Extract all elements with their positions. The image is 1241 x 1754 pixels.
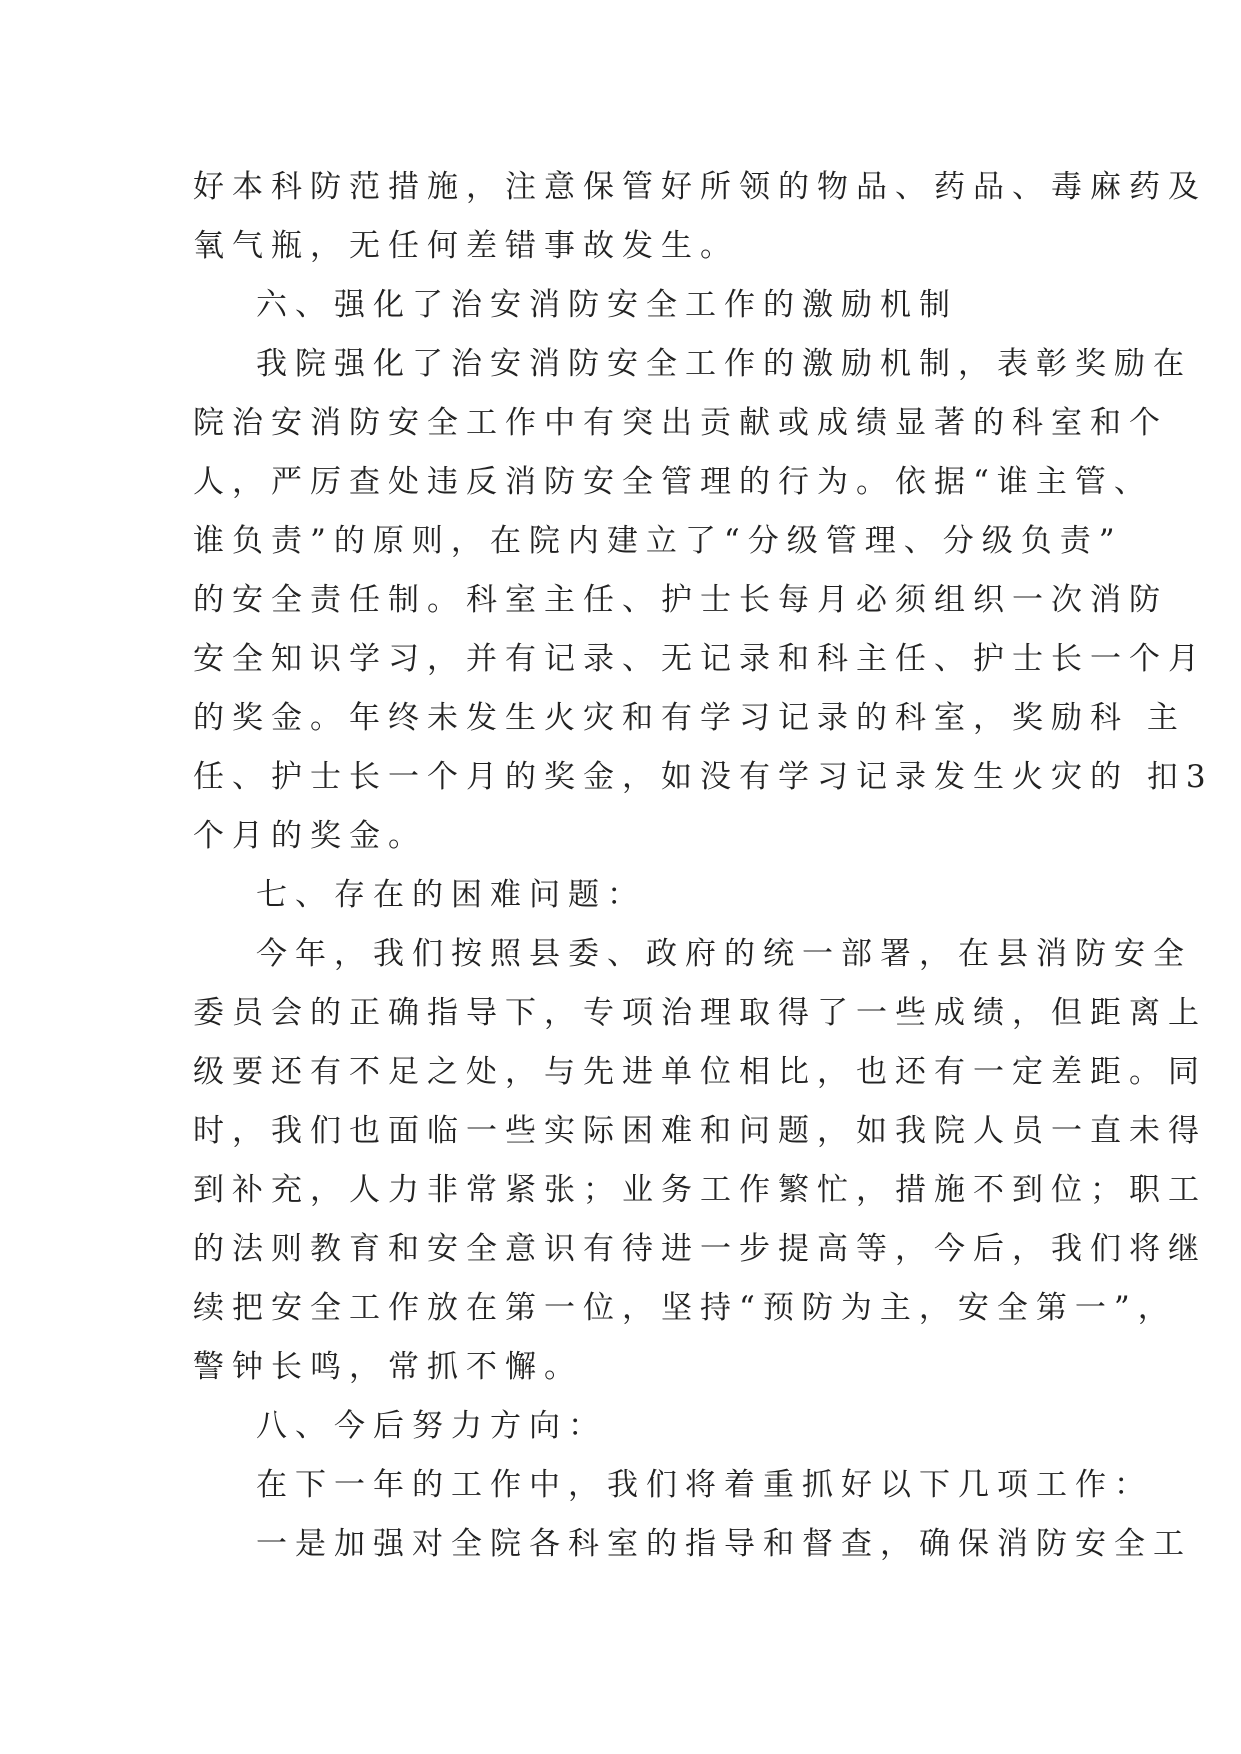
text-line: 任、护士长一个月的奖金，如没有学习记录发生火灾的 扣3 — [193, 759, 1214, 795]
text-line: 氧气瓶，无任何差错事故发生。 — [193, 228, 739, 264]
text-line: 到补充，人力非常紧张；业务工作繁忙，措施不到位；职工 — [193, 1172, 1207, 1208]
text-line: 的安全责任制。科室主任、护士长每月必须组织一次消防 — [193, 582, 1168, 618]
text-line: 在下一年的工作中，我们将着重抓好以下几项工作： — [256, 1467, 1153, 1503]
text-line: 人，严厉查处违反消防安全管理的行为。依据“谁主管、 — [193, 464, 1153, 500]
text-line: 我院强化了治安消防安全工作的激励机制，表彰奖励在 — [256, 346, 1192, 382]
text-line: 级要还有不足之处，与先进单位相比，也还有一定差距。同 — [193, 1054, 1207, 1090]
text-line: 今年，我们按照县委、政府的统一部署，在县消防安全 — [256, 936, 1192, 972]
text-line: 谁负责”的原则，在院内建立了“分级管理、分级负责” — [193, 523, 1123, 559]
document-body — [193, 158, 1214, 1574]
text-line: 八、今后努力方向： — [256, 1408, 607, 1444]
text-line: 安全知识学习，并有记录、无记录和科主任、护士长一个月 — [193, 641, 1207, 677]
text-line: 委员会的正确指导下，专项治理取得了一些成绩，但距离上 — [193, 995, 1207, 1031]
text-line: 的法则教育和安全意识有待进一步提高等，今后，我们将继 — [193, 1231, 1207, 1267]
text-line: 警钟长鸣，常抓不懈。 — [193, 1349, 583, 1385]
text-line: 一是加强对全院各科室的指导和督查，确保消防安全工 — [256, 1526, 1192, 1562]
text-line: 的奖金。年终未发生火灾和有学习记录的科室，奖励科 主 — [193, 700, 1186, 736]
text-line: 时，我们也面临一些实际困难和问题，如我院人员一直未得 — [193, 1113, 1207, 1149]
text-line: 院治安消防安全工作中有突出贡献或成绩显著的科室和个 — [193, 405, 1168, 441]
text-line: 个月的奖金。 — [193, 818, 427, 854]
text-line: 六、强化了治安消防安全工作的激励机制 — [256, 287, 958, 323]
text-line: 七、存在的困难问题： — [256, 877, 646, 913]
text-line: 好本科防范措施，注意保管好所领的物品、药品、毒麻药及 — [193, 169, 1207, 205]
text-line: 续把安全工作放在第一位，坚持“预防为主，安全第一”， — [193, 1290, 1177, 1326]
